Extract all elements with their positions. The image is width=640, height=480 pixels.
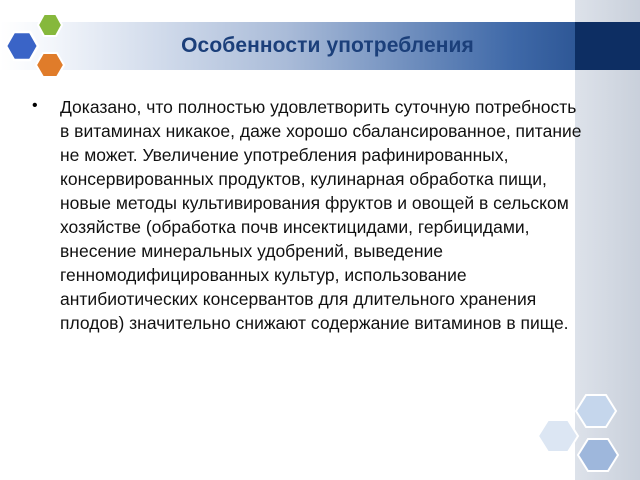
hexagon-decor-icon <box>528 385 640 480</box>
bullet-item <box>24 95 592 335</box>
slide-title: Особенности употребления <box>181 34 474 57</box>
bullet-marker: • <box>32 97 38 114</box>
content-area <box>24 95 592 335</box>
bullet-text: Доказано, что полностью удовлетворить суточную потребность в витаминах никакое, даже хорошо сбалансированное, питание не может. Увеличение употребления рафинированных, консервированных продуктов, кулинарная обработка пищи, новые методы культивирования фруктов и овощей в сельском хозяйстве (обработка почв инсектицидами, гербицидами, внесение минеральных удобрений, выведение генномодифицированных культур, использование антибиотических консервантов для длительного хранения плодов) значительно снижают содержание витаминов в пище. <box>60 97 582 333</box>
hexagon-cluster-icon <box>0 8 95 88</box>
title-band-cap <box>575 22 640 70</box>
